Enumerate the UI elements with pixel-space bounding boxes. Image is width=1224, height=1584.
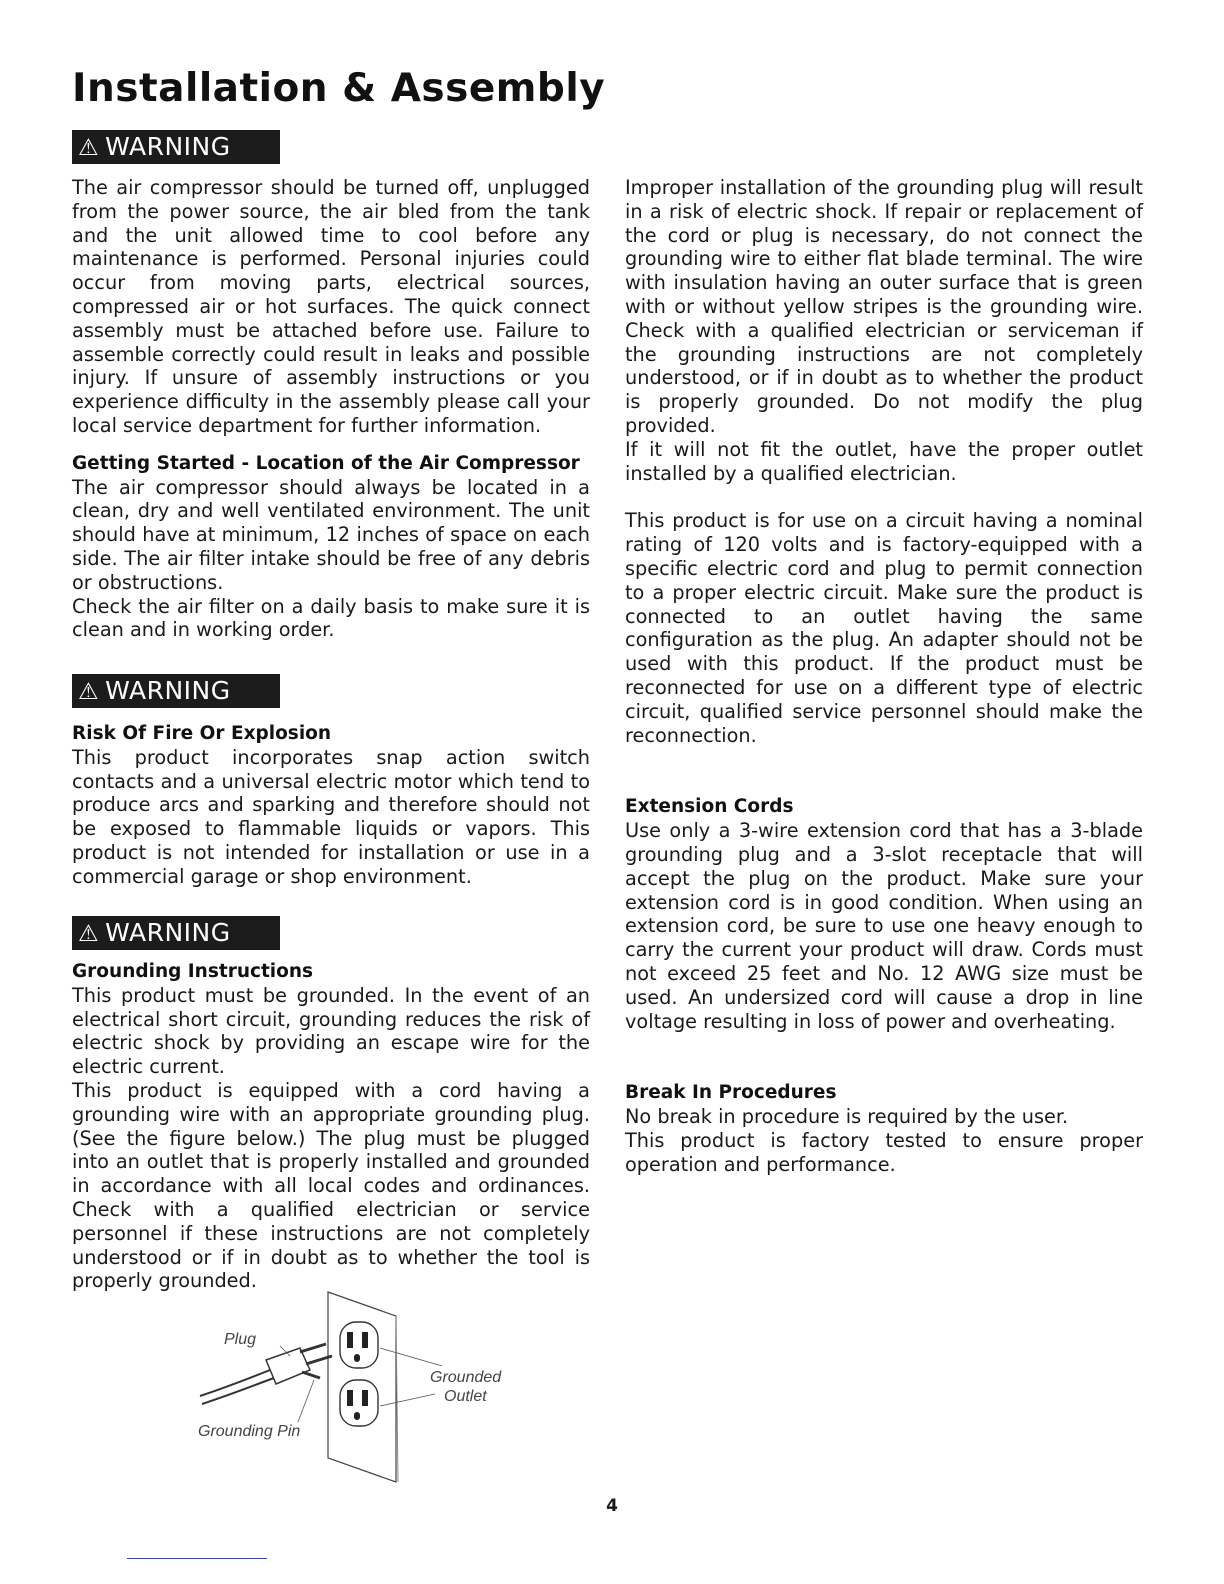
warning-label: WARNING xyxy=(105,132,231,161)
warning-label: WARNING xyxy=(105,676,231,705)
footer-rule xyxy=(127,1558,267,1559)
grounding-figure xyxy=(180,1286,540,1486)
lower-receptacle xyxy=(340,1380,378,1426)
circuit-paragraph: This product is for use on a circuit having a nominal rating of 120 volts and is factory-equipped with a specific electric cord and plug to permit connection to a proper electric circuit. Make sure the product is connected to an outlet having the same configuration as the plug. An adapter should not be used with this product. If the product must be reconnected for use on a different type of electric circuit, qualified service personnel should make the reconnection. xyxy=(625,509,1143,747)
getting-started-paragraph: The air compressor should always be located in a clean, dry and well ventilated environment. The unit should have at minimum, 12 inches of space on each side. The air filter intake should be free of any debris or obstructions. xyxy=(72,475,590,594)
outlet-label-line1: Grounded xyxy=(430,1369,502,1386)
warning-banner xyxy=(72,130,280,164)
page-number: 4 xyxy=(606,1496,618,1516)
extension-cords-text: Use only a 3-wire extension cord that has a 3-blade grounding plug and a 3-slot receptacle that will accept the plug on the product. Make sure your extension cord is in good condition. When using an extension cord, be sure to use one heavy enough to carry the current your product will draw. Cords must not exceed 25 feet and No. 12 AWG size must be used. An undersized cord will cause a drop in line voltage resulting in loss of power and overheating. xyxy=(625,819,1143,1033)
outlet-paragraph: If it will not fit the outlet, have the proper outlet installed by a qualified electrician. xyxy=(625,437,1143,485)
warning-banner xyxy=(72,674,280,708)
grounding-heading: Grounding Instructions xyxy=(72,961,314,982)
plug-outlet-illustration xyxy=(180,1286,540,1486)
fire-text: This product incorporates snap action switch contacts and a universal electric motor which tend to produce arcs and sparking and therefore should not be exposed to flammable liquids or vapors. This product is not intended for installation or use in a commercial garage or shop environment. xyxy=(72,745,590,888)
upper-receptacle xyxy=(340,1322,378,1368)
right-column xyxy=(625,176,1143,1176)
grounding-section xyxy=(72,960,590,1293)
plug-drawing xyxy=(200,1344,332,1404)
grounding-pin-label: Grounding Pin xyxy=(198,1423,301,1440)
getting-started-paragraph-2: Check the air filter on a daily basis to make sure it is clean and in working order. xyxy=(72,594,590,642)
left-column-top xyxy=(72,176,590,642)
warning-triangle-icon: ⚠ xyxy=(78,679,100,705)
getting-started-heading: Getting Started - Location of the Air Compressor xyxy=(72,452,580,474)
grounding-paragraph: This product must be grounded. In the event of an electrical short circuit, grounding reduces the risk of electric shock by providing an escape wire for the electric current. xyxy=(72,983,590,1079)
outlet-label-line2: Outlet xyxy=(444,1388,487,1405)
break-in-heading: Break In Procedures xyxy=(625,1082,837,1104)
warning-triangle-icon: ⚠ xyxy=(78,921,100,947)
grounding-paragraph-2: This product is equipped with a cord having a grounding wire with an appropriate grounding plug. (See the figure below.) The plug must be plugged into an outlet that is properly installed and grounded in accordance with all local codes and ordinances. Check with a qualified electrician or service personnel if these instructions are not completely understood or if in doubt as to whether the tool is properly grounded. xyxy=(72,1078,590,1293)
warning-triangle-icon: ⚠ xyxy=(78,135,100,161)
fire-section xyxy=(72,722,590,889)
plug-label: Plug xyxy=(224,1331,257,1348)
break-in-paragraph-2: This product is factory tested to ensure proper operation and performance. xyxy=(625,1128,1143,1176)
page-title: Installation & Assembly xyxy=(72,66,606,111)
grounding-plug-paragraph: Improper installation of the grounding plug will result in a risk of electric shock. If repair or replacement of the cord or plug is necessary, do not connect the grounding wire to either flat blade terminal. The wire with insulation having an outer surface that is green with or without yellow stripes is the grounding wire. Check with a qualified electrician or serviceman if the grounding instructions are not completely understood, or if in doubt as to whether the product is properly grounded. Do not modify the plug provided. xyxy=(625,176,1143,437)
warning-banner xyxy=(72,916,280,950)
fire-heading: Risk Of Fire Or Explosion xyxy=(72,723,332,744)
warning-label: WARNING xyxy=(105,918,231,947)
extension-cords-heading: Extension Cords xyxy=(625,796,794,818)
break-in-paragraph: No break in procedure is required by the user. xyxy=(625,1105,1069,1129)
warning-text: The air compressor should be turned off, unplugged from the power source, the air bled from the tank and the unit allowed time to cool before any maintenance is performed. Personal injuries could occur from moving parts, electrical sources, compressed air or hot surfaces. The quick connect assembly must be attached before use. Failure to assemble correctly could result in leaks and possible injury. If unsure of assembly instructions or you experience difficulty in the assembly please call your local service department for further information. xyxy=(72,176,590,437)
